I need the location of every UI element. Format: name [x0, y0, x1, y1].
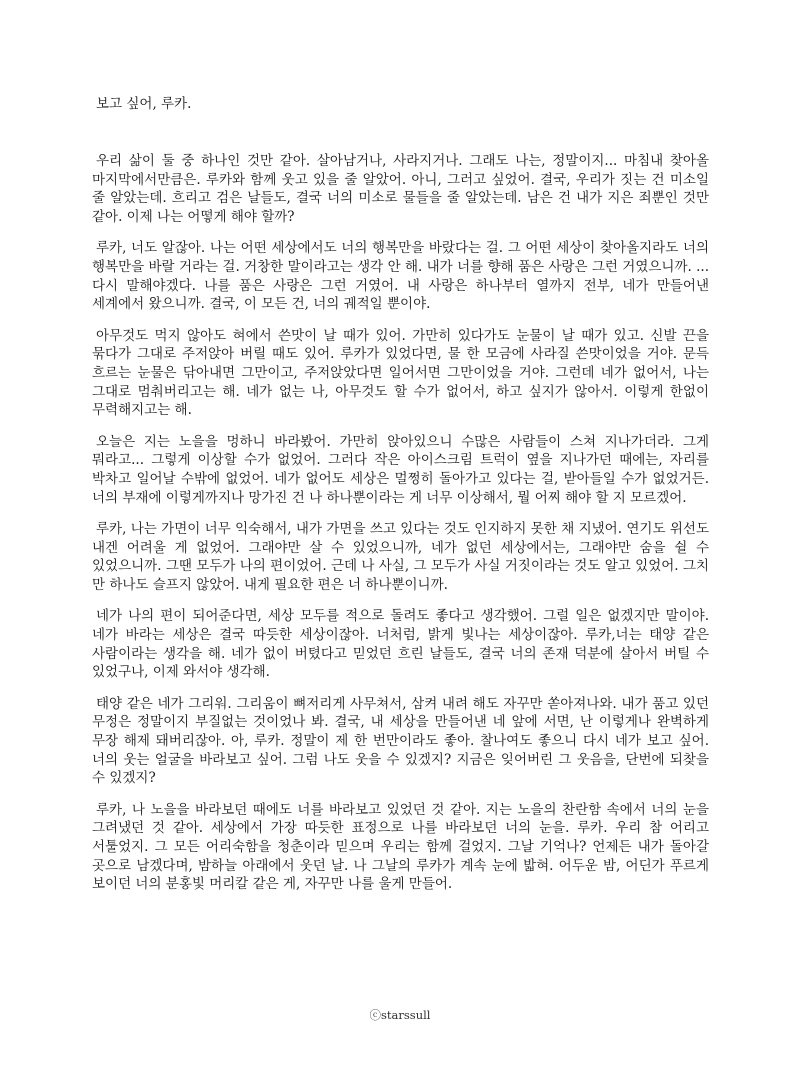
document-body	[92, 152, 709, 907]
paragraph-7: 태양 같은 네가 그리워. 그리움이 뼈저리게 사무쳐서, 삼켜 내려 해도 자꾸만 쏟아져나와. 내가 품고 있던 무정은 정말이지 부질없는 것이었나 봐. 결국, 내 세상을 만들어낸 네 앞에 서면, 난 이렇게나 완벽하게 무장 해제 돼버리잖아. 아, 루카. 정말이 제 한 번만이라도 좋아. 찰나여도 좋으니 다시 네가 보고 싶어. 너의 웃는 얼굴을 바라보고 싶어. 그럼 나도 웃을 수 있겠지? 지금은 잊어버린 그 웃음을, 단번에 되찾을 수 있겠지?	[92, 695, 709, 787]
paragraph-1: 우리 삶이 둘 중 하나인 것만 같아. 살아남거나, 사라지거나. 그래도 나는, 정말이지... 마침내 찾아올 마지막에서만큼은. 루카와 함께 웃고 있을 줄 알았어. 아니, 그러고 싶었어. 결국, 우리가 짓는 건 미소일 줄 알았는데. 흐리고 검은 날들도, 결국 너의 미소로 물들을 줄 알았는데. 남은 건 내가 지은 죄뿐인 것만 같아. 이제 나는 어떻게 해야 할까?	[92, 153, 709, 225]
paragraph-3: 아무것도 먹지 않아도 혀에서 쓴맛이 날 때가 있어. 가만히 있다가도 눈물이 날 때가 있고. 신발 끈을 묶다가 그대로 주저앉아 버릴 때도 있어. 루카가 있었다면, 물 한 모금에 사라질 쓴맛이었을 거야. 문득 흐르는 눈물은 닦아내면 그만이고, 주저앉았다면 일어서면 그만이었을 거야. 그런데 네가 없어서, 나는 그대로 멈춰버리고는 해. 네가 없는 나, 아무것도 할 수가 없어서, 하고 싶지가 않아서. 이렇게 한없이 무력해지고는 해.	[92, 327, 709, 419]
paragraph-6: 네가 나의 편이 되어준다면, 세상 모두를 적으로 돌려도 좋다고 생각했어. 그럴 일은 없겠지만 말이야. 네가 바라는 세상은 결국 따듯한 세상이잖아. 너처럼, 밝게 빛나는 세상이잖아. 루카,너는 태양 같은 사람이라는 생각을 해. 네가 없이 버텼다고 믿었던 흐린 날들도, 결국 너의 존재 덕분에 살아서 버틸 수 있었구나, 이제 와서야 생각해.	[92, 608, 709, 681]
copyright-footer: ⓒstarssull	[369, 1008, 431, 1022]
paragraph-2: 루카, 너도 알잖아. 나는 어떤 세상에서도 너의 행복만을 바랐다는 걸. 그 어떤 세상이 찾아올지라도 너의 행복만을 바랄 거라는 걸. 거창한 말이라고는 생각 안 해. 내가 너를 향해 품은 사랑은 그런 거였으니까. ...다시 말해야겠다. 나를 품은 사랑은 그런 거였어. 내 사랑은 하나부터 열까지 전부, 네가 만들어낸 세계에서 왔으니까. 결국, 이 모든 건, 너의 궤적일 뿐이야.	[92, 240, 709, 313]
paragraph-8: 루카, 나 노을을 바라보던 때에도 너를 바라보고 있었던 것 같아. 지는 노을의 찬란함 속에서 너의 눈을 그려냈던 것 같아. 세상에서 가장 따듯한 표정으로 나를 바라보던 너의 눈을. 루카. 우리 참 어리고 서툴었지. 그 모든 어리숙함을 청춘이라 믿으며 우리는 함께 걸었지. 그날 기억나? 언제든 내가 돌아갈 곳으로 남겠다며, 밤하늘 아래에서 웃던 날. 나 그날의 루카가 계속 눈에 밟혀. 어두운 밤, 어딘가 푸르게 보이던 너의 분홍빛 머리칼 같은 게, 자꾸만 나를 울게 만들어.	[92, 801, 709, 893]
paragraph-4: 오늘은 지는 노을을 멍하니 바라봤어. 가만히 앉아있으니 수많은 사람들이 스쳐 지나가더라. 그게 뭐라고... 그렇게 이상할 수가 없었어. 그러다 작은 아이스크림 트럭이 옆을 지나가던 때에는, 자리를 박차고 일어날 수밖에 없었어. 네가 없어도 세상은 멀쩡히 돌아가고 있다는 걸, 받아들일 수가 없었거든. 너의 부재에 이렇게까지나 망가진 건 나 하나뿐이라는 게 너무 이상해서, 뭘 어찌 해야 할 지 모르겠어.	[92, 433, 709, 506]
paragraph-5: 루카, 나는 가면이 너무 익숙해서, 내가 가면을 쓰고 있다는 것도 인지하지 못한 채 지냈어. 연기도 위선도 내겐 어려울 게 없었어. 그래야만 살 수 있었으니까, 네가 없던 세상에서는, 그래야만 숨을 쉴 수 있었으니까. 그땐 모두가 나의 편이었어. 근데 나 사실, 그 모두가 사실 거짓이라는 것도 알고 있었어. 그치 만 하나도 슬프지 않았어. 내게 필요한 편은 너 하나뿐이니까.	[92, 521, 709, 593]
document-title: 보고 싶어, 루카.	[96, 96, 192, 112]
